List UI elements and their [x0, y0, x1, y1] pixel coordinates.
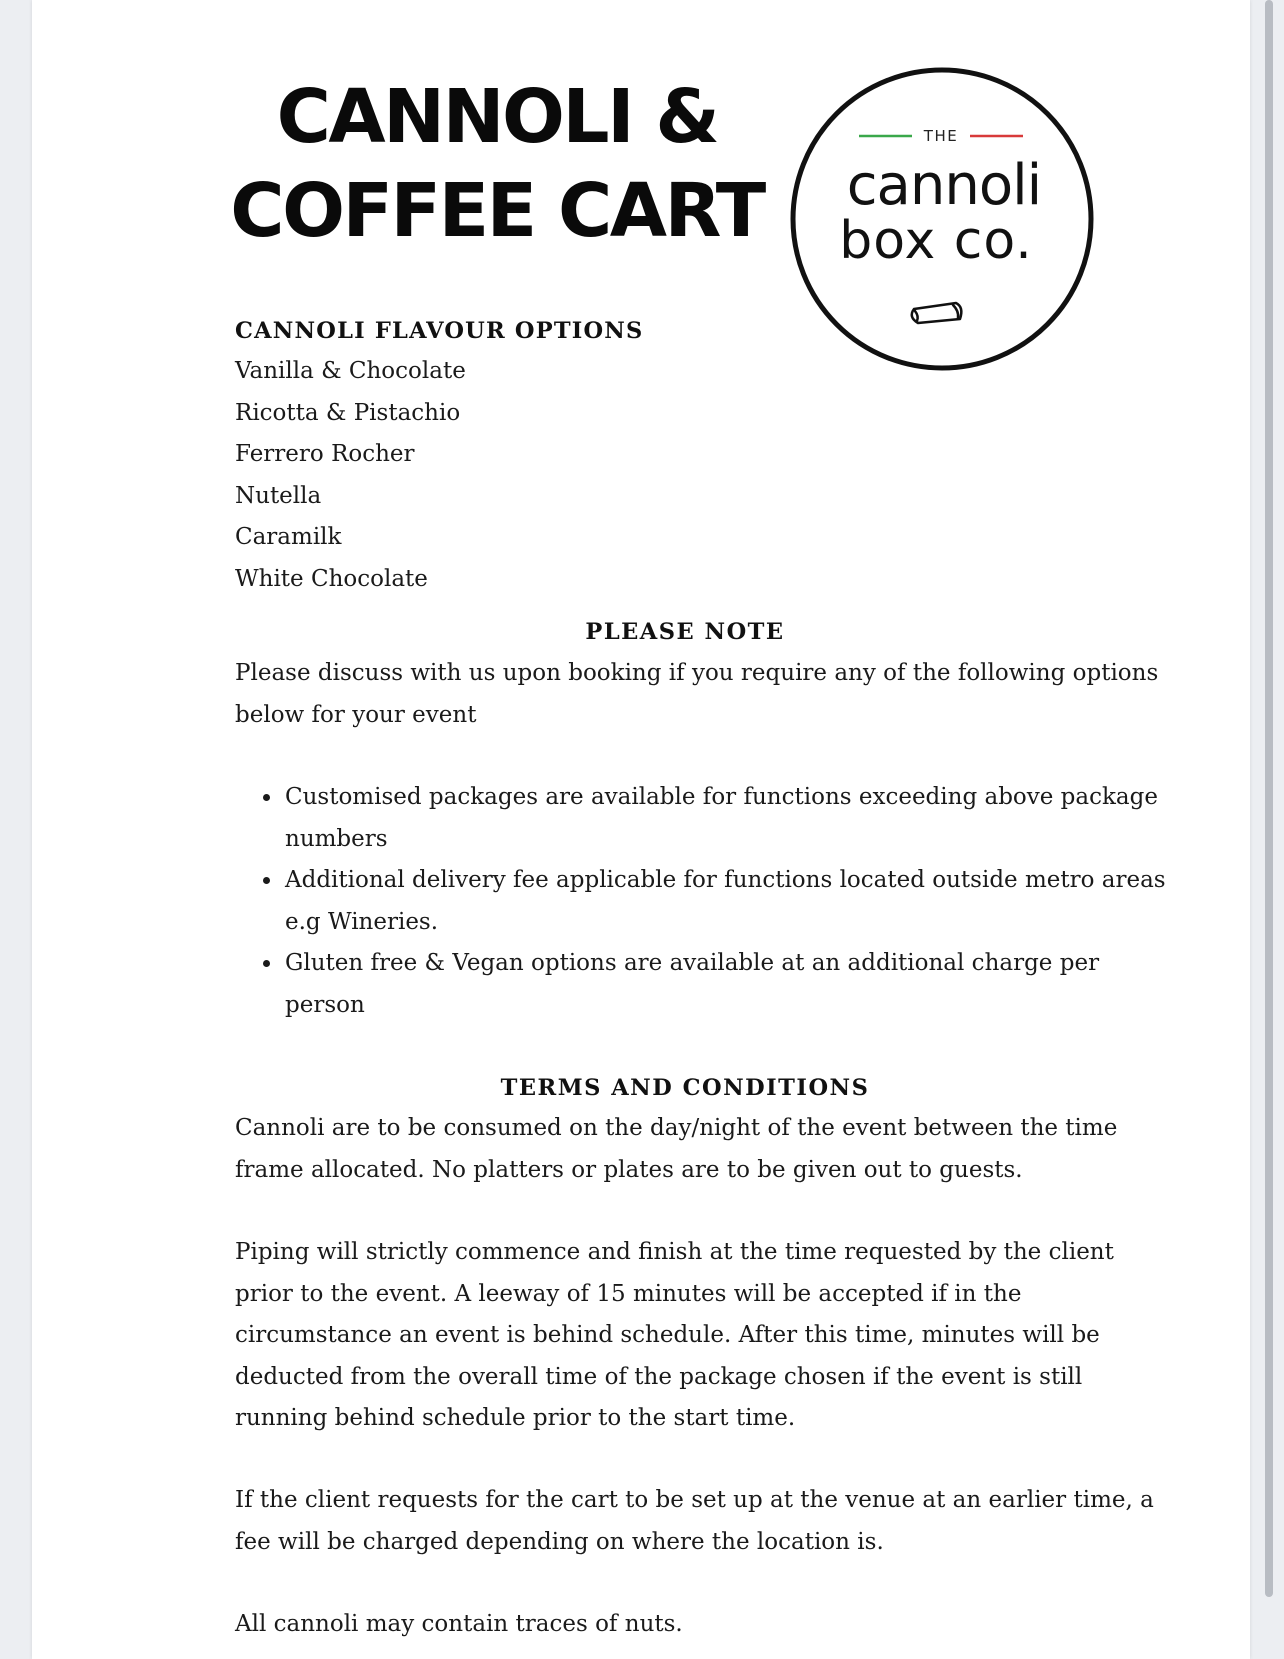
terms-paragraph: Cannoli are to be consumed on the day/night of the event between the time frame allocated. No platters or plates are to be given out to guests. — [235, 1115, 1118, 1183]
note-bullet-list — [235, 777, 1175, 1026]
list-item: Ferrero Rocher — [235, 441, 415, 467]
flavours-heading: CANNOLI FLAVOUR OPTIONS — [235, 318, 644, 344]
title-line-2: COFFEE CART — [230, 168, 764, 254]
list-item: Vanilla & Chocolate — [235, 358, 466, 384]
list-item: • Gluten free & Vegan options are available at an additional charge per person — [283, 943, 1175, 1026]
logo-the: THE — [923, 127, 959, 145]
flavour-list — [235, 351, 466, 600]
terms-paragraph: All cannoli may contain traces of nuts. — [235, 1611, 683, 1637]
terms-heading: TERMS AND CONDITIONS — [500, 1075, 870, 1101]
list-item: Ricotta & Pistachio — [235, 399, 461, 426]
list-item: • Additional delivery fee applicable for functions located outside metro areas e.g Wineries. — [283, 860, 1175, 943]
terms-paragraph: If the client requests for the cart to be set up at the venue at an earlier time, a fee will be charged depending on where the location is. — [235, 1487, 1154, 1555]
terms-paragraph: Piping will strictly commence and finish at the time requested by the client prior to the event. A leeway of 15 minutes will be accepted if in the circumstance an event is behind schedule. After this time, minutes will be deducted from the overall time of the package chosen if the event is still running behind schedule prior to the start time. — [235, 1239, 1114, 1431]
cannoli-box-co-logo — [784, 61, 1100, 377]
document-title — [202, 70, 792, 258]
logo-line-2: box co. — [839, 211, 1033, 271]
list-item: Nutella — [235, 482, 322, 509]
note-heading: PLEASE NOTE — [585, 619, 785, 645]
list-item: • Customised packages are available for functions exceeding above package numbers — [283, 777, 1175, 860]
title-line-1: CANNOLI & — [276, 74, 718, 160]
cannoli-icon — [912, 303, 962, 323]
logo-line-1: cannoli — [846, 153, 1042, 218]
list-item: White Chocolate — [235, 565, 428, 592]
scrollbar-thumb[interactable] — [1265, 0, 1273, 1597]
list-item: Caramilk — [235, 524, 342, 550]
document-page — [32, 0, 1250, 1659]
note-text: Please discuss with us upon booking if you require any of the following options below for your event — [235, 660, 1159, 728]
